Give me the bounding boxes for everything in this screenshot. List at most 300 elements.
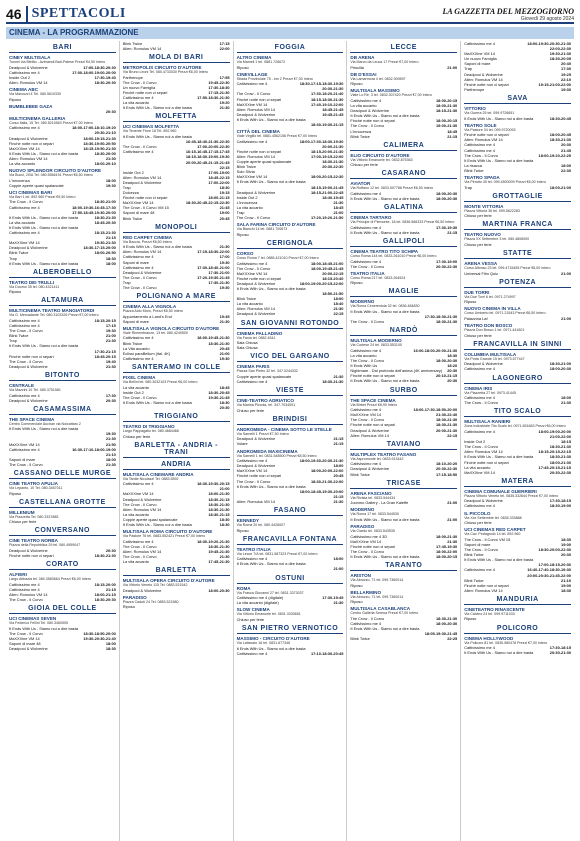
film-title: Finché notte non ci separi bbox=[350, 422, 395, 428]
showtimes: 18:45 bbox=[333, 204, 344, 210]
city-heading: VIESTE bbox=[237, 387, 344, 396]
showtimes: 18:00-19:20-22:25 bbox=[538, 152, 571, 158]
showtimes: 17:00-18:00-19:00-20:00 bbox=[72, 69, 116, 75]
film-title: Un nuovo Famiglia bbox=[464, 56, 497, 62]
showtimes: 16:00-18:00-20:00-21:30 bbox=[413, 347, 458, 353]
issue-date: Giovedì 29 agosto 2024 bbox=[520, 16, 574, 22]
film-row bbox=[237, 311, 344, 316]
cinema-name: CINEMA TARTARO bbox=[350, 215, 392, 221]
showtimes: 18:30-19:00 bbox=[549, 503, 571, 509]
film-title: Deadpool & Wolverine bbox=[350, 108, 390, 114]
showtimes: 17:30-18:30 bbox=[208, 84, 230, 90]
showtimes: 18:00 bbox=[561, 162, 571, 168]
film-title: It Ends With Us - Siamo noi a dire basta bbox=[122, 244, 192, 250]
showtimes: 21:00 bbox=[219, 486, 230, 492]
showtimes: 19:00 bbox=[219, 210, 230, 216]
cinema-name: MULTISALA ROMA CIRCUITO D'AUTORE bbox=[122, 529, 213, 535]
showtimes: 18:30-21:15 bbox=[208, 496, 230, 502]
showtimes: 18:00-19:30-20:30-21:30 bbox=[299, 458, 344, 464]
cinema-name: MULTISALA MODERNO bbox=[350, 338, 402, 344]
film-title: Alien: Romulus VM 14 bbox=[122, 548, 162, 554]
film-title: It Ends With Us - Siamo noi a dire basta bbox=[9, 625, 78, 631]
cinema-address: Viale Rimembranze, 13 tel. 080.4249500 bbox=[122, 330, 188, 335]
film-title: Nightmare - Dal profondo dell'anima (4K anniversary) bbox=[350, 368, 443, 374]
film-row bbox=[350, 162, 457, 167]
film-title: Blink Twice bbox=[122, 340, 143, 346]
showtimes: 18:45-22:15 bbox=[208, 174, 230, 180]
film-title: Deadpool & Wolverine bbox=[464, 361, 503, 367]
film-row bbox=[123, 588, 230, 593]
cinema-address: Corso Umberto tel. 0971.21543 Prezzi €6,50 Intero bbox=[464, 311, 546, 316]
cinema-name: PARADISO bbox=[350, 523, 375, 529]
film-title: Coppie aperte quasi spalancate bbox=[122, 516, 178, 522]
city-heading: BARLETTA - ANDRIA - TRANI bbox=[123, 442, 230, 458]
showtimes: 20:00-22:15 bbox=[322, 270, 344, 276]
film-title: Trap bbox=[236, 210, 245, 216]
film-title: MaXXXine VM 14 bbox=[9, 635, 40, 641]
showtimes: 18:00-20:30 bbox=[435, 196, 458, 202]
masthead bbox=[6, 4, 574, 24]
cinema-address: Tunnel via Bitritto - Azimandi Bari-Palese Prezzi €4,50 Intero bbox=[9, 60, 106, 64]
film-title: Cattivissimo me 4 bbox=[122, 254, 154, 260]
film-row bbox=[123, 105, 230, 110]
cinema-name: MULTICINEMA TEATRO MANGIATORDI bbox=[9, 308, 95, 314]
cinema-address: Via Abruzzo, 71 tel. 099.7360014 bbox=[350, 594, 404, 599]
showtimes: 20:30-22:30 bbox=[322, 164, 344, 170]
film-row bbox=[123, 319, 230, 324]
film-title: The Crow - Il Corvo bbox=[122, 144, 157, 150]
showtimes: 19:30-21:30 bbox=[94, 240, 116, 246]
cinema-name: TEATRO DON BOSCO bbox=[464, 323, 513, 329]
cinema-address: Via Mazzini 10 Tel. 080.3751581 bbox=[9, 387, 61, 392]
showtimes: 18:30-21:30 bbox=[549, 444, 571, 450]
showtimes: 18:00-19:30-20:30-21:30 bbox=[527, 41, 571, 46]
showtimes: 22:15 bbox=[219, 164, 230, 170]
film-title: MaXXXine VM 14 bbox=[122, 200, 154, 206]
film-title: Alien: Romulus VM 14 bbox=[236, 306, 276, 312]
film-title: Cattivissimo me 4 bbox=[350, 407, 382, 413]
film-title: Cattivissimo me 4 bbox=[350, 191, 382, 196]
film-title: L'innocenza bbox=[236, 199, 258, 205]
film-title: Cattivissimo me 4 bbox=[350, 97, 382, 103]
film-title: Finché notte non ci separi bbox=[236, 96, 282, 102]
cinema-name: KENNEDY bbox=[236, 518, 260, 523]
city-heading: FOGGIA bbox=[237, 44, 344, 53]
showtimes: 17:30 bbox=[561, 66, 571, 72]
showtimes: 18:00 bbox=[333, 296, 344, 302]
film-title: The Crow - Il Corvo bbox=[9, 630, 43, 636]
showtimes: 18:30-21:30 bbox=[549, 454, 571, 460]
showtimes: 17:45-21:30 bbox=[208, 559, 230, 565]
film-title: It Ends With Us - Siamo noi a dire basta bbox=[464, 557, 534, 563]
showtimes: 18:30-21:30 bbox=[208, 501, 230, 507]
showtimes: 18:30 bbox=[561, 587, 571, 593]
showtimes: 18:00-18:45-19:30-20:00 bbox=[299, 488, 344, 494]
showtimes: 21:15 bbox=[105, 586, 116, 592]
showtimes: 17:30-18:15 bbox=[549, 498, 571, 504]
showtimes: 21:30 bbox=[105, 436, 116, 442]
film-title: Trap bbox=[9, 255, 17, 261]
cinema-address: Strada Provinciale 75 - km 2 Prezzi €7,00 Intero bbox=[236, 76, 313, 81]
film-title: Dolcezza bbox=[122, 190, 139, 196]
city-heading: TRIGGIANO bbox=[123, 413, 230, 422]
showtimes: 18:30-21:00 bbox=[94, 199, 116, 205]
showtimes: 20:00-21:30 bbox=[435, 427, 458, 433]
city-heading: ANDRIA bbox=[123, 461, 230, 470]
film-title: Riposo bbox=[464, 616, 477, 622]
film-row bbox=[350, 433, 457, 438]
showtimes: 18:00-21:30 bbox=[208, 491, 230, 497]
cinema-address: Via Fania tel. 0882.4541 bbox=[236, 335, 276, 340]
city-heading: CORATO bbox=[9, 561, 116, 570]
showtimes: 21:30 bbox=[105, 363, 116, 369]
film-row bbox=[464, 185, 571, 190]
cinema-address: Via Piazzetta Tel. 080.3337885 bbox=[9, 514, 59, 519]
film-title: Alien: Romulus VM 14 bbox=[122, 506, 162, 512]
cinema-name: TEATRO ITALIA bbox=[350, 270, 385, 276]
showtimes: 17:30-18:15 bbox=[549, 645, 571, 651]
cinema-address: Via Pastore 76 tel. 0883.552421 Prezzi €7,00 Intero bbox=[122, 534, 206, 539]
city-heading: GIOIA DEL COLLE bbox=[9, 605, 116, 614]
film-row bbox=[464, 366, 571, 371]
showtimes: 21:15 bbox=[447, 133, 458, 139]
film-title: Saponi di mare bbox=[122, 318, 149, 324]
showtimes: 17:00 bbox=[219, 254, 230, 260]
showtimes: 18:45-21:45 bbox=[322, 106, 344, 112]
showtimes: 21:30 bbox=[333, 199, 344, 205]
city-heading: GROTTAGLIE bbox=[464, 193, 571, 202]
showtimes: 21:15 bbox=[333, 441, 344, 447]
cinema-name: MULTICINEMA GALLERIA bbox=[9, 115, 66, 121]
film-title: Blink Twice bbox=[122, 215, 143, 221]
showtimes: 17:20-19:30-21:45 bbox=[197, 274, 230, 280]
film-title: La vita accanto bbox=[464, 464, 491, 470]
cinema-name: MILLENIUM bbox=[9, 509, 35, 515]
cinema-name: UCI CINEMAS RED CARPET bbox=[464, 527, 526, 533]
film-title: La vita accanto (digitale) bbox=[236, 600, 279, 606]
cinema-name: CINEMA PARIS bbox=[236, 364, 270, 370]
film-title: Deadpool & Wolverine bbox=[122, 587, 162, 593]
cinema-name: ROMA bbox=[236, 585, 251, 591]
listing-column bbox=[234, 41, 348, 841]
showtimes: 18:45-20:15 bbox=[94, 353, 116, 359]
cinema-name: AVIATOR bbox=[350, 181, 371, 187]
showtimes: 20:30 bbox=[447, 368, 458, 374]
film-title: Chiuso per ferie bbox=[122, 433, 151, 439]
cinema-name: TEATRO SPADA bbox=[464, 174, 500, 180]
film-row bbox=[350, 319, 457, 324]
film-row bbox=[237, 651, 344, 656]
film-row bbox=[9, 519, 116, 524]
showtimes: 18:30 bbox=[219, 522, 230, 527]
film-title: Riposo bbox=[350, 599, 363, 605]
film-row bbox=[9, 597, 116, 602]
film-row bbox=[464, 520, 571, 525]
film-title: Inside Out 2 bbox=[236, 194, 258, 200]
showtimes: 18:00-20:15 bbox=[435, 118, 458, 124]
cinema-name: CINEMA ALLA VIGNOLA bbox=[122, 304, 177, 310]
showtimes: 18:30-19:30-21:15 bbox=[310, 122, 344, 128]
showtimes: 18:00-20:50 bbox=[94, 250, 116, 256]
film-title: The Crow - Il Corvo bbox=[236, 215, 271, 221]
film-title: Cattivissimo me 4 bbox=[236, 458, 268, 464]
showtimes: 18:00 bbox=[105, 641, 116, 647]
film-title: Cattivissimo me 4 bbox=[9, 446, 40, 452]
cinema-name: CINE TEATRO NORBA bbox=[9, 538, 58, 544]
showtimes: 17:30-21:15 bbox=[94, 348, 116, 354]
showtimes: 20:30 bbox=[105, 548, 116, 553]
film-row bbox=[237, 499, 344, 504]
cinema-address: Via Policoro 81 tel. 0835.980478 Prezzi €7,00 Intero bbox=[464, 640, 548, 645]
cinema-name: CENTRALE bbox=[9, 382, 35, 388]
film-title: Alien: Romulus VM 14 bbox=[9, 79, 48, 85]
showtimes: 18:30 bbox=[105, 646, 116, 652]
showtimes: 22:10 bbox=[561, 76, 571, 82]
showtimes: 20:00-21:30 bbox=[322, 143, 344, 149]
film-title: The Crow - Il Corvo bbox=[236, 91, 271, 97]
film-title: It Ends With Us - Siamo noi a dire basta bbox=[122, 105, 192, 111]
cinema-address: Via Rivista tel. 0833.544434 bbox=[350, 495, 396, 500]
showtimes: 20:30-22:30 bbox=[549, 469, 571, 475]
city-heading: SAN PIETRO VERNOTICO bbox=[237, 625, 344, 634]
film-row bbox=[9, 161, 116, 166]
film-title: It Ends With Us - Siamo noi a dire basta bbox=[9, 426, 78, 432]
showtimes: 20:40 bbox=[561, 61, 571, 67]
showtimes: 21:30 bbox=[105, 155, 116, 161]
film-title: Alien: Romulus VM 14 bbox=[9, 591, 48, 597]
film-title: Trap bbox=[464, 66, 473, 72]
cinema-name: BUMBLEBEE GAZA bbox=[9, 103, 53, 109]
cinema-name: ANDROMEDA MAXICINEMA bbox=[236, 448, 298, 454]
showtimes: 17:15-18:30-22:00 bbox=[197, 249, 230, 255]
film-title: The Crow - Il Corvo bbox=[236, 265, 271, 271]
showtimes: 19:00 bbox=[561, 541, 571, 547]
showtimes: 20:30 bbox=[447, 378, 458, 384]
showtimes: 19:15-21:00-22:00 bbox=[538, 81, 571, 87]
showtimes: 20:30 bbox=[561, 552, 571, 558]
showtimes: 17:10-18:30-20:45 bbox=[310, 650, 344, 656]
film-title: Alien: Romulus VM 14 bbox=[236, 154, 276, 159]
film-title: Chiuso per ferie bbox=[236, 616, 265, 622]
film-title: Universal Film Quiz bbox=[464, 270, 498, 276]
showtimes: 18:15-18:30-21:30 bbox=[310, 96, 344, 102]
showtimes: 18:45-20:30 bbox=[94, 219, 116, 225]
film-title: MaXXXine VM 14 bbox=[464, 469, 495, 475]
showtimes: 18:30-19:30-20:15 bbox=[197, 481, 230, 487]
showtimes: 17:30-18:20-21:40 bbox=[310, 91, 344, 97]
film-title: Solo Silvia bbox=[236, 169, 255, 175]
cinema-name: UCI CINEMAS BARI bbox=[9, 189, 52, 195]
film-title: It Ends With Us - Siamo noi a dire basta bbox=[350, 553, 420, 559]
showtimes: 18:30-21:30 bbox=[435, 319, 458, 325]
film-title: Deadpool & Wolverine bbox=[236, 463, 276, 469]
showtimes: 18:30-21:30 bbox=[208, 506, 230, 512]
cinema-name: ARENA VESSA bbox=[464, 261, 498, 267]
film-row bbox=[237, 617, 344, 622]
film-row bbox=[237, 232, 344, 237]
showtimes: 18:30-20:30 bbox=[94, 597, 116, 603]
showtimes: 18:30 bbox=[219, 399, 230, 405]
film-title: Cattivissimo me 4 (digitale) bbox=[236, 595, 284, 601]
cinema-address: Viale Virgilio tel. 0881.4562156 Prezzi €7,00 Intero bbox=[236, 134, 318, 139]
film-title: Deadpool & Wolverine bbox=[350, 466, 390, 472]
film-title: It Ends With Us - Siamo noi a dire basta bbox=[350, 196, 420, 202]
film-title: It Ends With Us - Siamo noi a dire basta bbox=[122, 134, 192, 140]
showtimes: 21:30 bbox=[333, 498, 344, 504]
film-title: Cattivissimo me 4 bbox=[464, 147, 495, 153]
cinema-name: ANDROMEDA - CINEMA SOTTO LE STELLE bbox=[236, 426, 332, 432]
cinema-address: Via Marco da Leuca 17 Prezzi €7,00 Intero bbox=[350, 60, 419, 64]
showtimes: 18:15-19:50-21:30 bbox=[83, 145, 116, 151]
city-heading: BRINDISI bbox=[237, 416, 344, 425]
showtimes: 21:30 bbox=[219, 244, 230, 250]
film-title: It Ends With Us - Siamo noi a dire basta bbox=[464, 650, 534, 656]
film-row bbox=[123, 285, 230, 290]
cinema-address: Corso Italia, 15 Tel. 080.5214563 Prezzi €7,00 Intero bbox=[9, 120, 93, 125]
showtimes: 18:30-21:30 bbox=[94, 553, 116, 559]
showtimes: 17:15 bbox=[219, 41, 230, 46]
city-heading: FRANCAVILLA IN SINNI bbox=[464, 341, 571, 350]
cinema-name: ALFIERI bbox=[9, 572, 27, 578]
film-title: Cattivissimo me 4 bbox=[350, 347, 382, 353]
film-title: MaXXXine VM 14 bbox=[236, 468, 268, 474]
city-heading: TITO SCALO bbox=[464, 408, 571, 417]
showtimes: 18:00 bbox=[105, 456, 116, 462]
showtimes: 17:15 bbox=[105, 323, 116, 329]
film-title: La vita accanto bbox=[236, 301, 263, 307]
showtimes: 17:15-18:50 bbox=[435, 471, 458, 477]
film-row bbox=[350, 264, 457, 269]
city-heading: STATTE bbox=[464, 250, 571, 259]
cinema-name: MULTISALA OPERA CIRCUITO D'AUTORE bbox=[122, 578, 215, 584]
film-title: Cattivissimo me 4 bbox=[236, 379, 268, 384]
film-title: Cattivissimo me 4 bbox=[122, 538, 154, 544]
city-heading: MATERA bbox=[464, 478, 571, 487]
showtimes: 18:20 bbox=[447, 363, 458, 369]
showtimes: 20:30-21:10 bbox=[94, 130, 116, 136]
showtimes: 20:45 bbox=[333, 473, 344, 479]
film-row bbox=[464, 213, 571, 218]
film-title: It Ends With Us - Siamo noi a dire basta bbox=[236, 645, 306, 651]
film-row bbox=[9, 183, 116, 188]
showtimes: 17:30-19:00 bbox=[435, 258, 458, 264]
film-title: MaXXXine VM 14 bbox=[9, 441, 40, 447]
showtimes: 18:30 bbox=[105, 255, 116, 261]
cinema-name: MONTE VITTORIA bbox=[464, 203, 504, 209]
film-title: Blink Twice bbox=[464, 577, 484, 583]
film-title: Blink Twice bbox=[350, 636, 370, 642]
showtimes: 18:00-21:15 bbox=[208, 195, 230, 201]
showtimes: 18:30 bbox=[561, 536, 571, 542]
film-title: MaXXXine VM 14 bbox=[122, 491, 154, 497]
film-title: Cattivissimo me 4 bbox=[122, 355, 154, 361]
showtimes: 19:30-20:30-21:40 bbox=[83, 635, 116, 641]
film-row bbox=[350, 134, 457, 139]
showtimes: 19:20 bbox=[219, 100, 230, 106]
film-title: Cattivissimo me 4 bbox=[9, 230, 40, 236]
showtimes: 22:15 bbox=[447, 432, 458, 438]
film-title: The Crow - Il Corvo bbox=[9, 199, 43, 205]
film-title: Alien: Romulus VM 14 bbox=[464, 449, 503, 455]
city-heading: TAVIANO bbox=[350, 441, 457, 450]
film-row bbox=[464, 470, 571, 475]
showtimes: 20:30 bbox=[105, 108, 116, 114]
film-title: Alien: Romulus VM 14 bbox=[122, 174, 162, 180]
showtimes: 21:30 bbox=[219, 105, 230, 111]
film-title: Finché notte non ci separi bbox=[350, 543, 395, 549]
showtimes: 18:00-19:45-21:45 bbox=[310, 265, 344, 271]
showtimes: 18:30-20:45 bbox=[208, 389, 230, 395]
cinema-name: MULTISALA MASSIMO bbox=[350, 88, 400, 94]
cinema-name: MULTISALA CINEMARE ANDRIA bbox=[122, 471, 194, 477]
cinema-name: DB D'ESSAI bbox=[350, 71, 377, 77]
cinema-address: Piazza Aldo Moro, Prezzi €6,50 Intero bbox=[122, 309, 183, 314]
cinema-name: BELLARMINO bbox=[350, 589, 382, 595]
film-title: Chiuso per ferie bbox=[464, 332, 492, 338]
showtimes: 20:30 bbox=[561, 142, 571, 148]
film-title: Deadpool & Wolverine bbox=[236, 111, 276, 117]
showtimes: 18:30-21:30 bbox=[322, 159, 344, 165]
film-title: The Crow - Il Corvo bbox=[122, 79, 157, 85]
film-row bbox=[350, 517, 457, 522]
showtimes: 21:15 bbox=[333, 436, 344, 442]
showtimes: 18:00 bbox=[105, 260, 116, 266]
city-heading: VICO DEL GARGANO bbox=[237, 353, 344, 362]
newspaper-name: LA GAZZETTA DEL MEZZOGIORNO bbox=[442, 7, 574, 16]
film-title: MaXXXine VM 14 bbox=[9, 240, 40, 246]
film-row bbox=[464, 650, 571, 655]
film-row bbox=[123, 559, 230, 564]
film-row bbox=[237, 566, 344, 571]
showtimes: 18:00 bbox=[333, 463, 344, 469]
cinema-name: MULTISALA CASABLANCA bbox=[350, 606, 411, 612]
city-heading: BARLETTA bbox=[123, 567, 230, 576]
film-row bbox=[237, 379, 344, 384]
film-title: Riposo bbox=[350, 81, 363, 87]
cinema-name: CINEMA COMUNALE GUERRIERI bbox=[464, 488, 537, 494]
film-title: MaXXXine VM 14 bbox=[236, 174, 268, 180]
film-row bbox=[9, 364, 116, 369]
cinema-name: THE SPACE CINEMA bbox=[9, 416, 55, 422]
film-row bbox=[237, 65, 344, 70]
city-heading: POLIGNANO A MARE bbox=[123, 293, 230, 302]
cinema-name: MULTISALA VIGNOLA CIRCUITO D'AUTORE bbox=[122, 325, 220, 331]
showtimes: 18:30 bbox=[447, 353, 458, 358]
film-title: Deadpool & Wolverine bbox=[236, 189, 276, 195]
film-title: Cattivissimo me 4 bbox=[236, 138, 268, 144]
film-row bbox=[237, 345, 344, 350]
film-title: Cattivissimo me 4 bbox=[236, 650, 268, 656]
showtimes: 17:15-21:30 bbox=[208, 90, 230, 96]
cinema-address: Corso Alfonso 23 tel. 099.4715455 Prezzi €5,00 Intero bbox=[464, 266, 551, 271]
showtimes: 18:30-20:00 bbox=[94, 150, 116, 156]
film-title: Cattivissimo me 4 bbox=[350, 258, 382, 264]
film-title: Finché notte non ci separi bbox=[236, 473, 282, 479]
showtimes: 17:00-18:15-20:30 bbox=[538, 562, 571, 568]
cinema-address: Via Piazzetta 27 tel. 0973.41445 bbox=[464, 390, 516, 395]
film-title: The Crow - Il Corvo VM 15 bbox=[464, 536, 511, 542]
film-title: Blink Twice bbox=[464, 552, 484, 558]
showtimes: 17:55 bbox=[219, 74, 230, 80]
showtimes: 18:00-20:30 bbox=[435, 621, 458, 627]
city-heading: CASAMASSIMA bbox=[9, 406, 116, 415]
showtimes: 18:00-20:30 bbox=[435, 191, 458, 196]
film-title: La vita accanto bbox=[350, 103, 377, 109]
showtimes: 22:30 bbox=[561, 167, 571, 173]
film-title: Saponi di mare bbox=[9, 456, 36, 462]
film-title: Parthenope bbox=[464, 86, 485, 92]
city-heading: MARTINA FRANCA bbox=[464, 221, 571, 230]
